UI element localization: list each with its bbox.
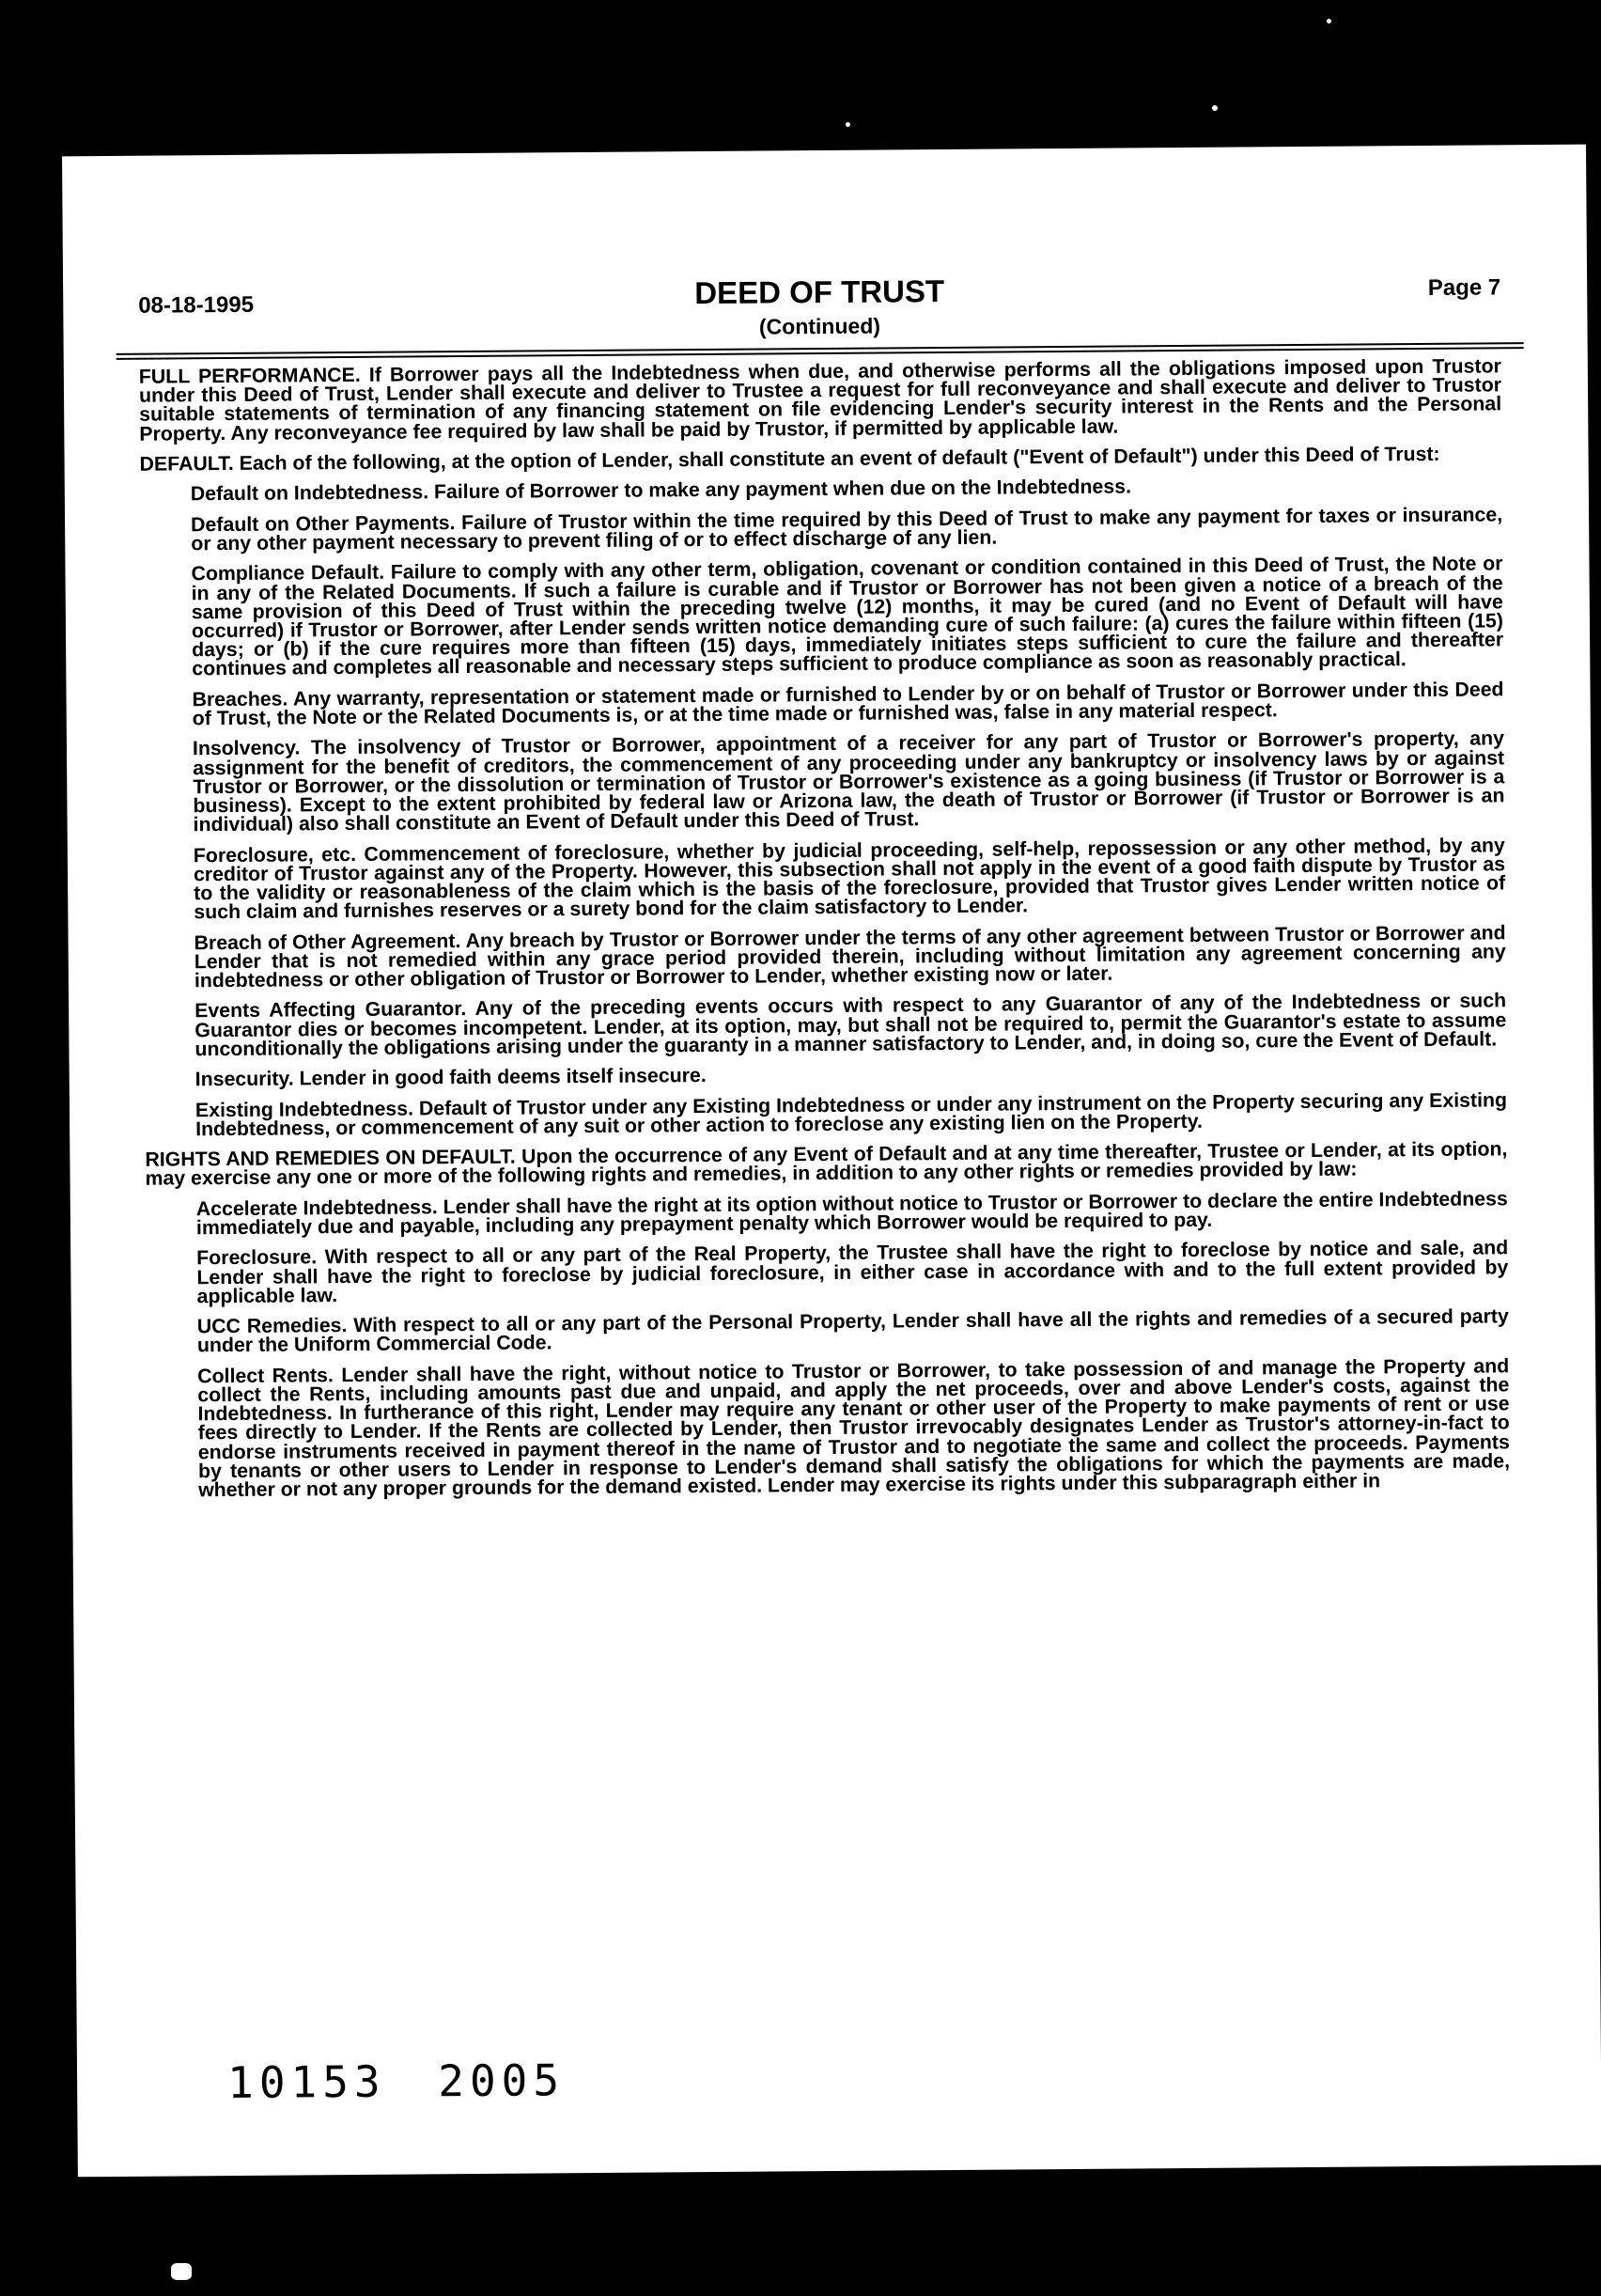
document-stamp-number: 10153 2005 [226, 2054, 566, 2109]
clause-default-on-indebtedness: Default on Indebtedness. Failure of Borrower to make any payment when due on the Indebtedness. [190, 475, 1132, 506]
clause-compliance-default: Compliance Default. Failure to comply with any other term, obligation, covenant or condition contained in this Deed of Trust, the Note or in any of the Related Documents. If such a failure is curable and if Trustor or Borrower has not been given a notice of a breach of the same provision of this Deed of Trust within the preceding twelve (12) months, it may be cured (and no Event of Default will have occurred) if Trustor or Borrower, after Lender sends written notice demanding cure of such failure: (a) cures the failure within fifteen (15) days; or (b) if the cure requires more than fifteen (15) days, immediately initiates steps sufficient to cure the failure and thereafter continues and completes all reasonable and necessary steps sufficient to produce compliance as soon as reasonably practical. [191, 552, 1504, 680]
header-date: 08-18-1995 [138, 291, 255, 319]
scan-speck [1327, 19, 1331, 23]
clause-accelerate-indebtedness: Accelerate Indebtedness. Lender shall have the right at its option without notice to Trustor or Borrower to declare the entire Indebtedness immediately due and payable, including any prepayment penalty which Borrower would be required to pay. [195, 1187, 1508, 1240]
clause-events-affecting-guarantor: Events Affecting Guarantor. Any of the preceding events occurs with respect to any Guarantor of any of the Indebtedness or such Guarantor dies or becomes incompetent. Lender, at its option, may, but shall not be required to, permit the Guarantor's estate to assume unconditionally the obligations arising under the guaranty in a manner satisfactory to Lender, and, in doing so, cure the Event of Default. [194, 989, 1507, 1061]
clause-foreclosure-etc: Foreclosure, etc. Commencement of foreclosure, whether by judicial proceeding, self-help, repossession or any other method, by any creditor of Trustor against any of the Property. However, this subsection shall not apply in the event of a good faith dispute by Trustor as to the validity or reasonableness of the claim which is the basis of the foreclosure, provided that Trustor gives Lender written notice of such claim and furnishes reserves or a surety bond for the claim satisfactory to Lender. [193, 833, 1506, 924]
clause-default-on-other-payments: Default on Other Payments. Failure of Trustor within the time required by this Deed of Trust to make any payment for taxes or insurance, or any other payment necessary to prevent filing of or to effect discharge of any lien. [191, 503, 1503, 555]
clause-breach-other-agreement: Breach of Other Agreement. Any breach by Trustor or Borrower under the terms of any other agreement between Trustor or Borrower and Lender that is not remedied within any grace period provided therein, including without limitation any agreement concerning any indebtedness or other obligation of Trustor or Borrower to Lender, whether existing now or later. [194, 920, 1506, 992]
scan-speck [1212, 105, 1218, 111]
clause-ucc-remedies: UCC Remedies. With respect to all or any part of the Personal Property, Lender shall have all the rights and remedies of a secured party under the Uniform Commercial Code. [196, 1304, 1509, 1357]
document-subtitle: (Continued) [758, 313, 881, 339]
document-body [139, 356, 1510, 1500]
document-page [62, 145, 1601, 2178]
page-header [138, 269, 1501, 352]
clause-insolvency: Insolvency. The insolvency of Trustor or Borrower, appointment of a receiver for any part of Trustor or Borrower's property, any assignment for the benefit of creditors, the commencement of any proceeding under any bankruptcy or insolvency laws by or against Trustor or Borrower, or the dissolution or termination of Trustor or Borrower's existence as a going business (if Trustor or Borrower is a business). Except to the extent prohibited by federal law or Arizona law, the death of Trustor or Borrower (if Trustor or Borrower is an individual) also shall constitute an Event of Default under this Deed of Trust. [192, 726, 1505, 836]
clause-breaches: Breaches. Any warranty, representation or statement made or furnished to Lender by or on behalf of Trustor or Borrower under this Deed of Trust, the Note or the Related Documents is, or at the time made or furnished was, false in any material respect. [192, 678, 1504, 730]
scan-speck [171, 2263, 192, 2280]
clause-existing-indebtedness: Existing Indebtedness. Default of Trustor under any Existing Indebtedness or under any instrument on the Property securing any Existing Indebtedness, or commencement of any suit or other action to foreclose any existing lien on the Property. [194, 1087, 1508, 1141]
page-number: Page 7 [1427, 274, 1501, 301]
document-title: DEED OF TRUST [694, 273, 945, 311]
clause-insecurity: Insecurity. Lender in good faith deems itself insecure. [194, 1064, 707, 1091]
section-full-performance: FULL PERFORMANCE. If Borrower pays all the Indebtedness when due, and otherwise performs all the obligations imposed upon Trustor under this Deed of Trust, Lender shall execute and deliver to Trustee a request for full reconveyance and shall execute and deliver to Trustor suitable statements of termination of any financing statement on file evidencing Lender's security interest in the Rents and the Personal Property. Any reconveyance fee required by law shall be paid by Trustor, if permitted by applicable law. [138, 354, 1502, 445]
section-rights-and-remedies: RIGHTS AND REMEDIES ON DEFAULT. Upon the occurrence of any Event of Default and at any time thereafter, Trustee or Lender, at its option, may exercise any one or more of the following rights and remedies, in addition to any other rights or remedies provided by law: [145, 1137, 1508, 1191]
clause-collect-rents: Collect Rents. Lender shall have the right, without notice to Trustor or Borrower, to take possession of and manage the Property and collect the Rents, including amounts past due and unpaid, and apply the net proceeds, over and above Lender's costs, against the Indebtedness. In furtherance of this right, Lender may require any tenant or other user of the Property to make payments of rent or use fees directly to Lender. If the Rents are collected by Lender, then Trustor irrevocably designates Lender as Trustor's attorney-in-fact to endorse instruments received in payment thereof in the name of Trustor and to negotiate the same and collect the proceeds. Payments by tenants or other users to Lender in response to Lender's demand shall satisfy the obligations for which the payments are made, whether or not any proper grounds for the demand existed. Lender may exercise its rights under this subparagraph either in [197, 1354, 1511, 1502]
clause-foreclosure: Foreclosure. With respect to all or any part of the Real Property, the Trustee shall have the right to foreclose by notice and sale, and Lender shall have the right to foreclose by judicial foreclosure, in either case in accordance with and to the full extent provided by applicable law. [196, 1236, 1509, 1308]
scan-speck [846, 122, 850, 127]
section-default: DEFAULT. Each of the following, at the option of Lender, shall constitute an event of default ("Event of Default") under this Deed of Trust: [139, 442, 1440, 476]
